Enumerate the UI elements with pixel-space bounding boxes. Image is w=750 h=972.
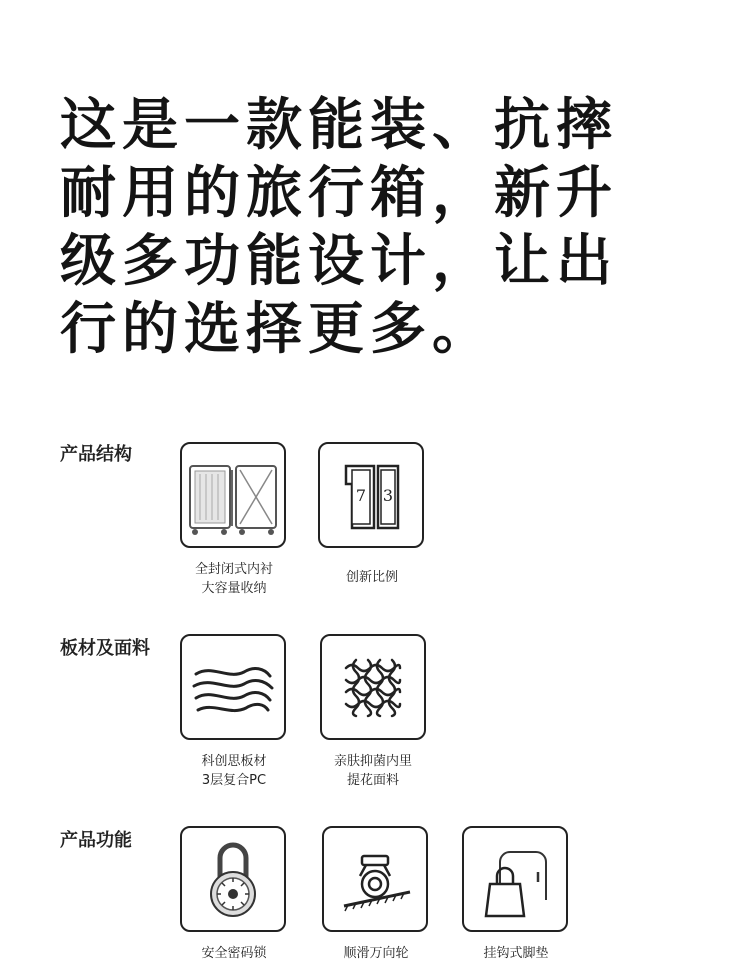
feature-caption: 顺滑万向轮 xyxy=(343,946,409,961)
combination-lock-icon xyxy=(180,826,286,932)
spinner-wheel-icon xyxy=(322,826,428,932)
open-suitcase-icon xyxy=(180,442,286,548)
split-ratio-icon xyxy=(318,442,424,548)
headline-line: 耐用的旅行箱，新升 xyxy=(60,161,618,226)
headline-line: 级多功能设计，让出 xyxy=(60,229,618,294)
headline xyxy=(60,92,660,364)
feature-caption: 创新比例 xyxy=(345,570,398,585)
layered-material-icon xyxy=(180,634,286,740)
feature-caption: 挂钩式脚垫 xyxy=(483,946,549,961)
hook-bag-icon xyxy=(462,826,568,932)
section-title-function: 产品功能 xyxy=(60,830,132,851)
section-title-material: 板材及面料 xyxy=(60,638,150,659)
headline-line: 行的选择更多。 xyxy=(60,297,494,362)
section-title-structure: 产品结构 xyxy=(60,444,132,465)
headline-line: 这是一款能装、抗摔 xyxy=(60,93,618,158)
feature-caption: 亲肤抑菌内里 提花面料 xyxy=(333,754,412,788)
woven-fabric-icon xyxy=(320,634,426,740)
feature-caption: 安全密码锁 xyxy=(201,946,267,961)
feature-caption: 科创思板材 3层复合PC xyxy=(201,754,267,788)
ratio-left-label: 7 xyxy=(355,486,367,505)
feature-caption: 全封闭式内衬 大容量收纳 xyxy=(194,562,273,596)
ratio-right-label: 3 xyxy=(382,486,394,505)
